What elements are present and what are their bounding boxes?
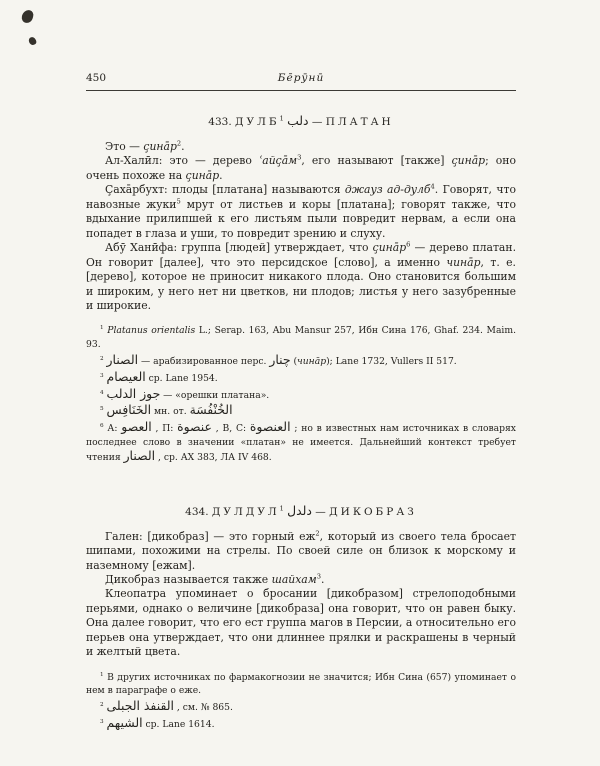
footnote: $^4$ جوز الدلب — «орешки платана». — [100, 385, 270, 401]
page-content — [86, 72, 516, 736]
entry-434-footnotes — [86, 671, 516, 732]
header-rule — [86, 90, 516, 91]
footnote: $^1$ Platanus orientalis L.; Serap. 163, Abu Mansur 257, Ибн Сина 176, Ghaf. 234. Maim. 93. — [86, 325, 517, 351]
entry-433-footnotes — [86, 324, 516, 464]
paragraph: Дикобраз называется также шайхам$^3$. — [105, 572, 325, 586]
entry-434 — [86, 502, 516, 732]
entry-heading-434: 434. ДУЛДУЛ$^1$ دلدل — ДИКОБРАЗ — [185, 502, 417, 518]
scan-artifact — [21, 9, 34, 24]
section-gap — [86, 469, 516, 481]
footnote: $^3$ العيصام ср. Lane 1954. — [100, 368, 218, 384]
footnote: $^3$ الشيهم ср. Lane 1614. — [100, 715, 215, 731]
paragraph: Клеопатра упоминает о бросании [дикобразом] стрелоподобными перьями, однако о величине [дикобраза] она говорит, что он равен быку. Она далее говорит, что его ест группа магов в Персии, а относительно его перьев она утверждает, что они длиннее прялки и раскрашены в черный и желтый цвета. — [86, 587, 516, 659]
footnote: $^6$ А: العصو , П: عنصوة , В, С: العنصوة ; но в известных нам источниках в словарях последнее слово в значении «платан» не имеется. Дальнейший контекст требует чтения الصنار , ср. АХ 383, ЛА IV 468. — [86, 419, 516, 463]
paragraph: Это — ҫинāр$^2$. — [105, 139, 185, 153]
scan-artifact — [28, 36, 37, 46]
footnote: $^1$ В других источниках по фармакогнозии не значится; Ибн Сина (657) упоминает о нем в параграфе о еже. — [86, 671, 516, 697]
entry-434-body — [86, 530, 516, 660]
paragraph: Ҫахāрбухт: плоды [платана] называются джауз ад-дулб$^4$. Говорят, что навозные жуки$^5$ мрут от листьев и коры [платана]; говорят также, что вдыхание прилипшей к его листьям пыли повредит нервам, а если она попадет в глаза и уши, то повредит зрению и слуху. — [86, 182, 516, 240]
entry-433-body — [86, 140, 516, 313]
paragraph: Ал-Халӣл: это — дерево ʿайҫāм$^3$, его называют [также] ҫинāр; оно очень похоже на ҫинāр. — [86, 153, 516, 182]
entry-heading-433: 433. ДУЛБ$^1$ دلب — ПЛАТАН — [208, 113, 394, 128]
entry-433 — [86, 115, 516, 465]
paragraph: Гален: [дикобраз] — это горный $еж^2$, который из своего тела бросает шипами, похожими на стрелы. По своей силе он близок к морскому и наземному [ежам]. — [86, 529, 516, 572]
running-title: Бе̄рӯнӣ — [277, 72, 325, 84]
footnote: $^2$ الصنار — арабизированное перс. چنار (чинāр); Lane 1732, Vullers II 517. — [100, 352, 457, 368]
footnote: $^2$ القنفذ الجبلى , см. № 865. — [100, 698, 233, 714]
page-number: 450 — [86, 72, 107, 84]
footnote: $^5$ الخَنَافِس мн. от. الخُنْفُسَة — [100, 402, 233, 418]
paragraph: Абӯ Ханӣфа: группа [людей] утверждает, что ҫинāр$^6$ — дерево платан. Он говорит [далее], что это персидское [слово], а именно чинāр, т. е. [дерево], которое не приносит никакого плода. Оно становится большим и широким, у него нет ни цветков, ни плодов; листья у него зазубренные и широкие. — [86, 240, 516, 312]
page-header — [86, 72, 516, 86]
